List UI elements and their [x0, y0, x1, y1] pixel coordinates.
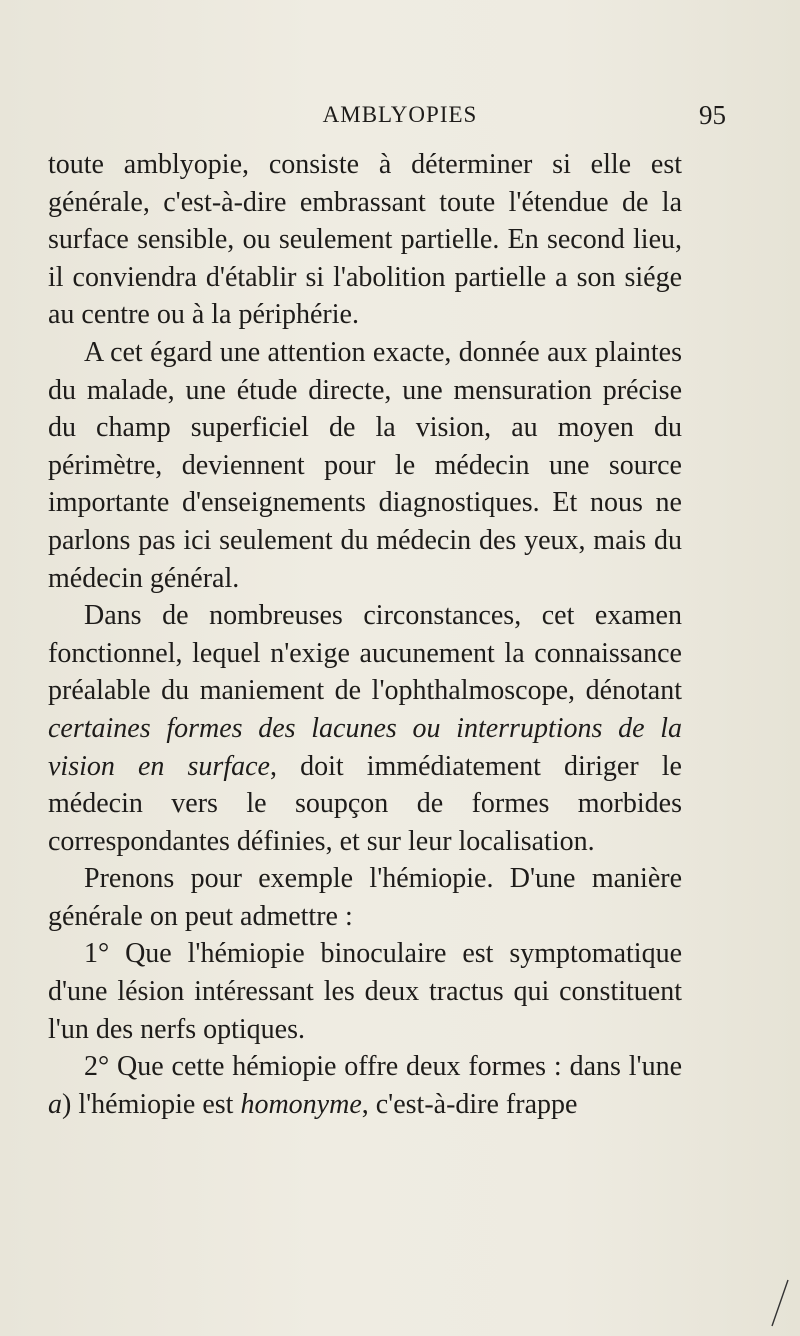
paragraph-6-text-end: , c'est-à-dire frappe — [361, 1088, 578, 1120]
paragraph-4: Prenons pour exemple l'hémiopie. D'une manière générale on peut admettre : — [48, 863, 682, 932]
paragraph-6-text-mid: ) l'hémiopie est — [62, 1088, 241, 1120]
paragraph-3 — [48, 597, 682, 860]
stray-pencil-mark — [768, 1278, 792, 1328]
paragraph-2: A cet égard une attention exacte, donnée aux plaintes du malade, une étude directe, une mensuration précise du champ superficiel de la vision, au moyen du périmètre, deviennent pour le médecin une source importante d'enseignements diagnostiques. Et nous ne parlons pas ici seulement du médecin des yeux, mais du médecin général. — [48, 336, 682, 594]
body-text — [48, 146, 682, 1123]
paragraph-6-italic-2: homonyme — [240, 1088, 362, 1120]
paragraph-6-text: 2° Que cette hémiopie offre deux formes : dans l'une — [84, 1051, 682, 1083]
paragraph-5: 1° Que l'hémiopie binoculaire est symptomatique d'une lésion intéressant les deux tractus qui constituent l'un des nerfs optiques. — [48, 938, 682, 1045]
page-number: 95 — [699, 100, 726, 130]
paragraph-6-italic: a — [48, 1088, 62, 1120]
paragraph-3-italic: certaines formes des lacunes ou interruptions de la vision en surface — [48, 712, 682, 782]
paragraph-3-text-end: , doit immédiatement diriger le médecin vers le soupçon de formes morbides correspondantes définies, et sur leur localisation. — [48, 750, 682, 857]
paragraph-1: toute amblyopie, consiste à déterminer si elle est générale, c'est-à-dire embrassant toute l'étendue de la surface sensible, ou seulement partielle. En second lieu, il conviendra d'établir si l'abolition partielle a son siége au centre ou à la périphérie. — [48, 149, 682, 331]
paragraph-6 — [48, 1048, 682, 1123]
running-head — [40, 100, 760, 134]
running-title: AMBLYOPIES — [322, 102, 478, 127]
paragraph-3-text: Dans de nombreuses circonstances, cet examen fonctionnel, lequel n'exige aucunement la connaissance préalable du maniement de l'ophthalmoscope, dénotant — [48, 600, 682, 707]
